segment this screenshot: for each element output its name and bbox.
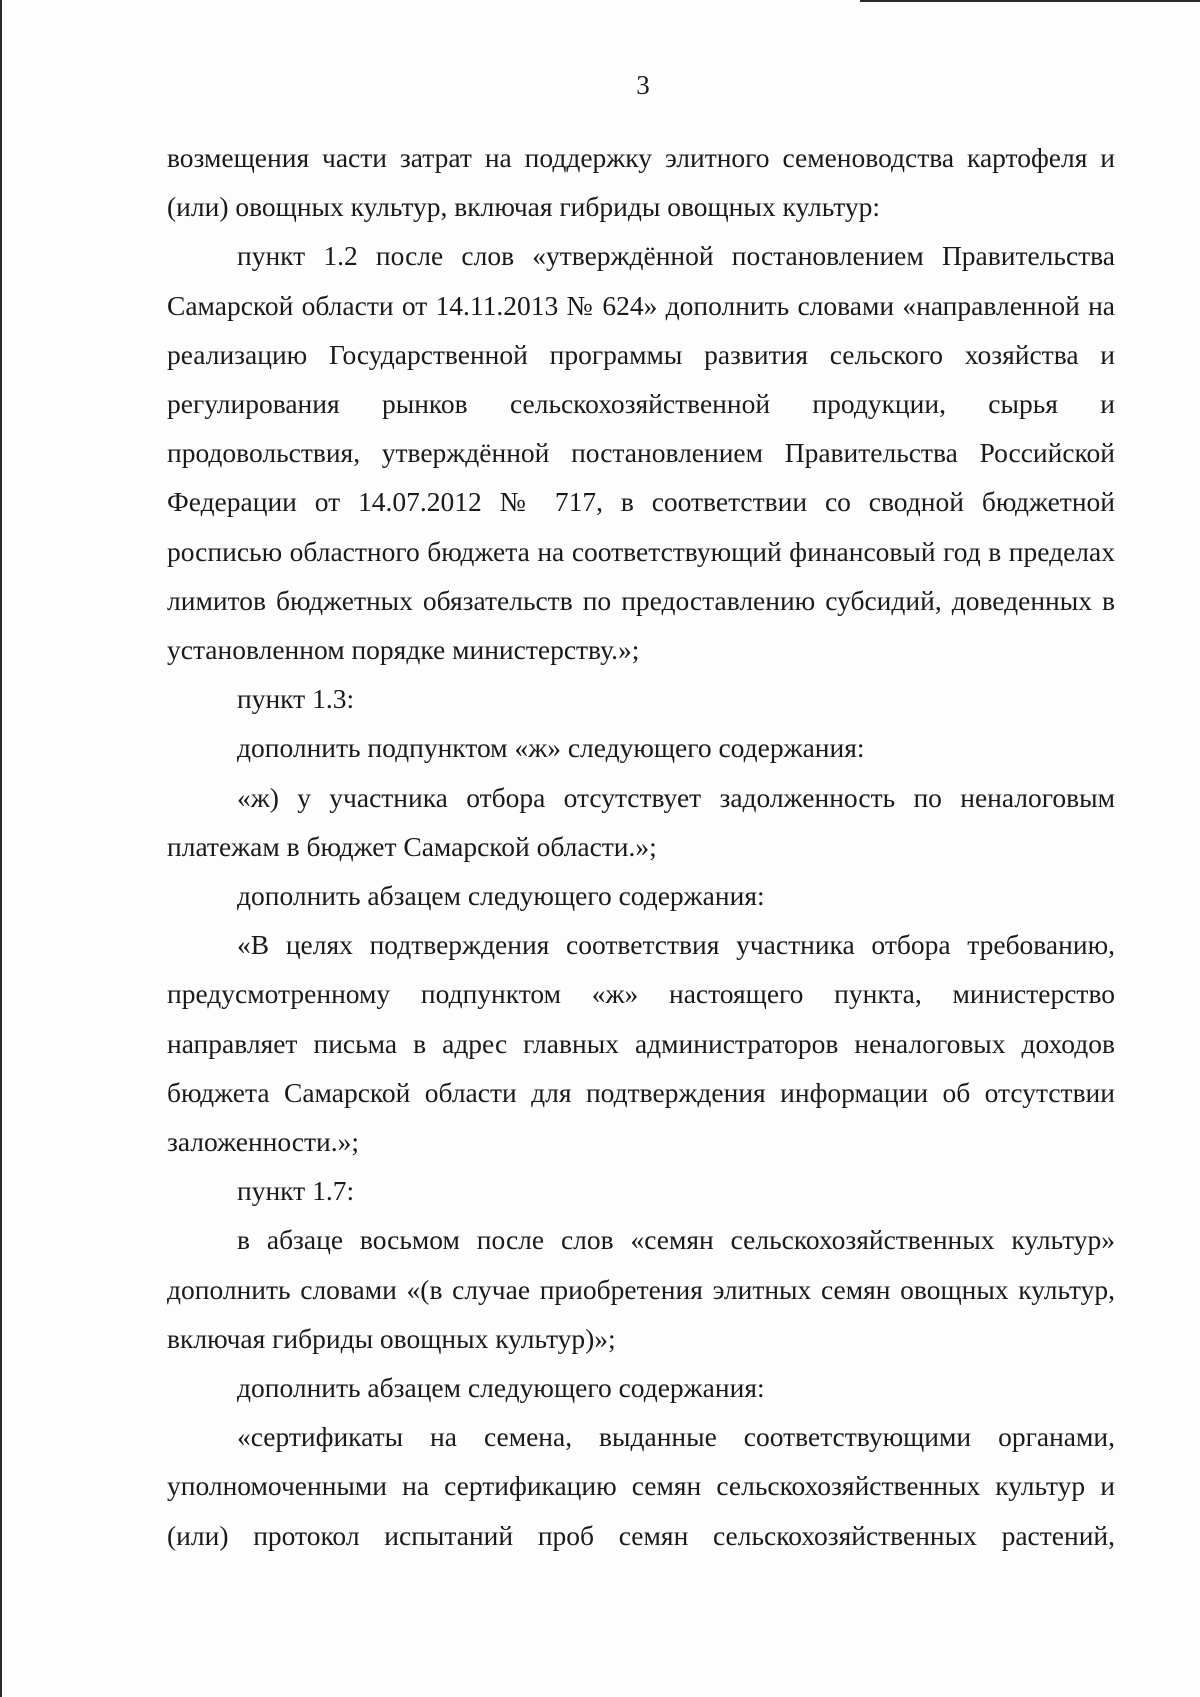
paragraph: дополнить абзацем следующего содержания: (237, 1372, 765, 1404)
scan-left-edge (0, 0, 2, 1697)
paragraph: в абзаце восьмом после слов «семян сельскохозяйственных культур» дополнить словами «(в случае приобретения элитных семян овощных культур, включая гибриды овощных культур)»; (167, 1224, 1115, 1354)
paragraph: «В целях подтверждения соответствия участника отбора требованию, предусмотренному подпунктом «ж» настоящего пункта, министерство направляет письма в адрес главных администраторов неналоговых доходов бюджета Самарской области для подтверждения информации об отсутствии заложенности.»; (167, 929, 1115, 1158)
paragraph: дополнить абзацем следующего содержания: (237, 880, 765, 912)
paragraph: пункт 1.3: (237, 683, 355, 715)
paragraph: пункт 1.2 после слов «утверждённой постановлением Правительства Самарской области от 14.11.2013 № 624» дополнить словами «направленной на реализацию Государственной программы развития сельского хозяйства и регулирования рынков сельскохозяйственной продукции, сырья и продовольствия, утверждённой постановлением Правительства Российской Федерации от 14.07.2012 № 717, в соответствии со сводной бюджетной росписью областного бюджета на соответствующий финансовый год в пределах лимитов бюджетных обязательств по предоставлению субсидий, доведенных в установленном порядке министерству.»; (167, 240, 1115, 666)
document-body (167, 133, 1115, 1560)
paragraph: пункт 1.7: (237, 1175, 355, 1207)
paragraph: возмещения части затрат на поддержку элитного семеноводства картофеля и (или) овощных культур, включая гибриды овощных культур: (167, 142, 1115, 223)
scan-top-edge (860, 0, 1200, 2)
paragraph: «ж) у участника отбора отсутствует задолженность по неналоговым платежам в бюджет Самарской области.»; (167, 781, 1115, 862)
paragraph: «сертификаты на семена, выданные соответствующими органами, уполномоченными на сертификацию семян сельскохозяйственных культур и (или) протокол испытаний проб семян сельскохозяйственных растений, (167, 1421, 1115, 1551)
paragraph: дополнить подпунктом «ж» следующего содержания: (237, 732, 865, 764)
page-number: 3 (636, 70, 650, 100)
